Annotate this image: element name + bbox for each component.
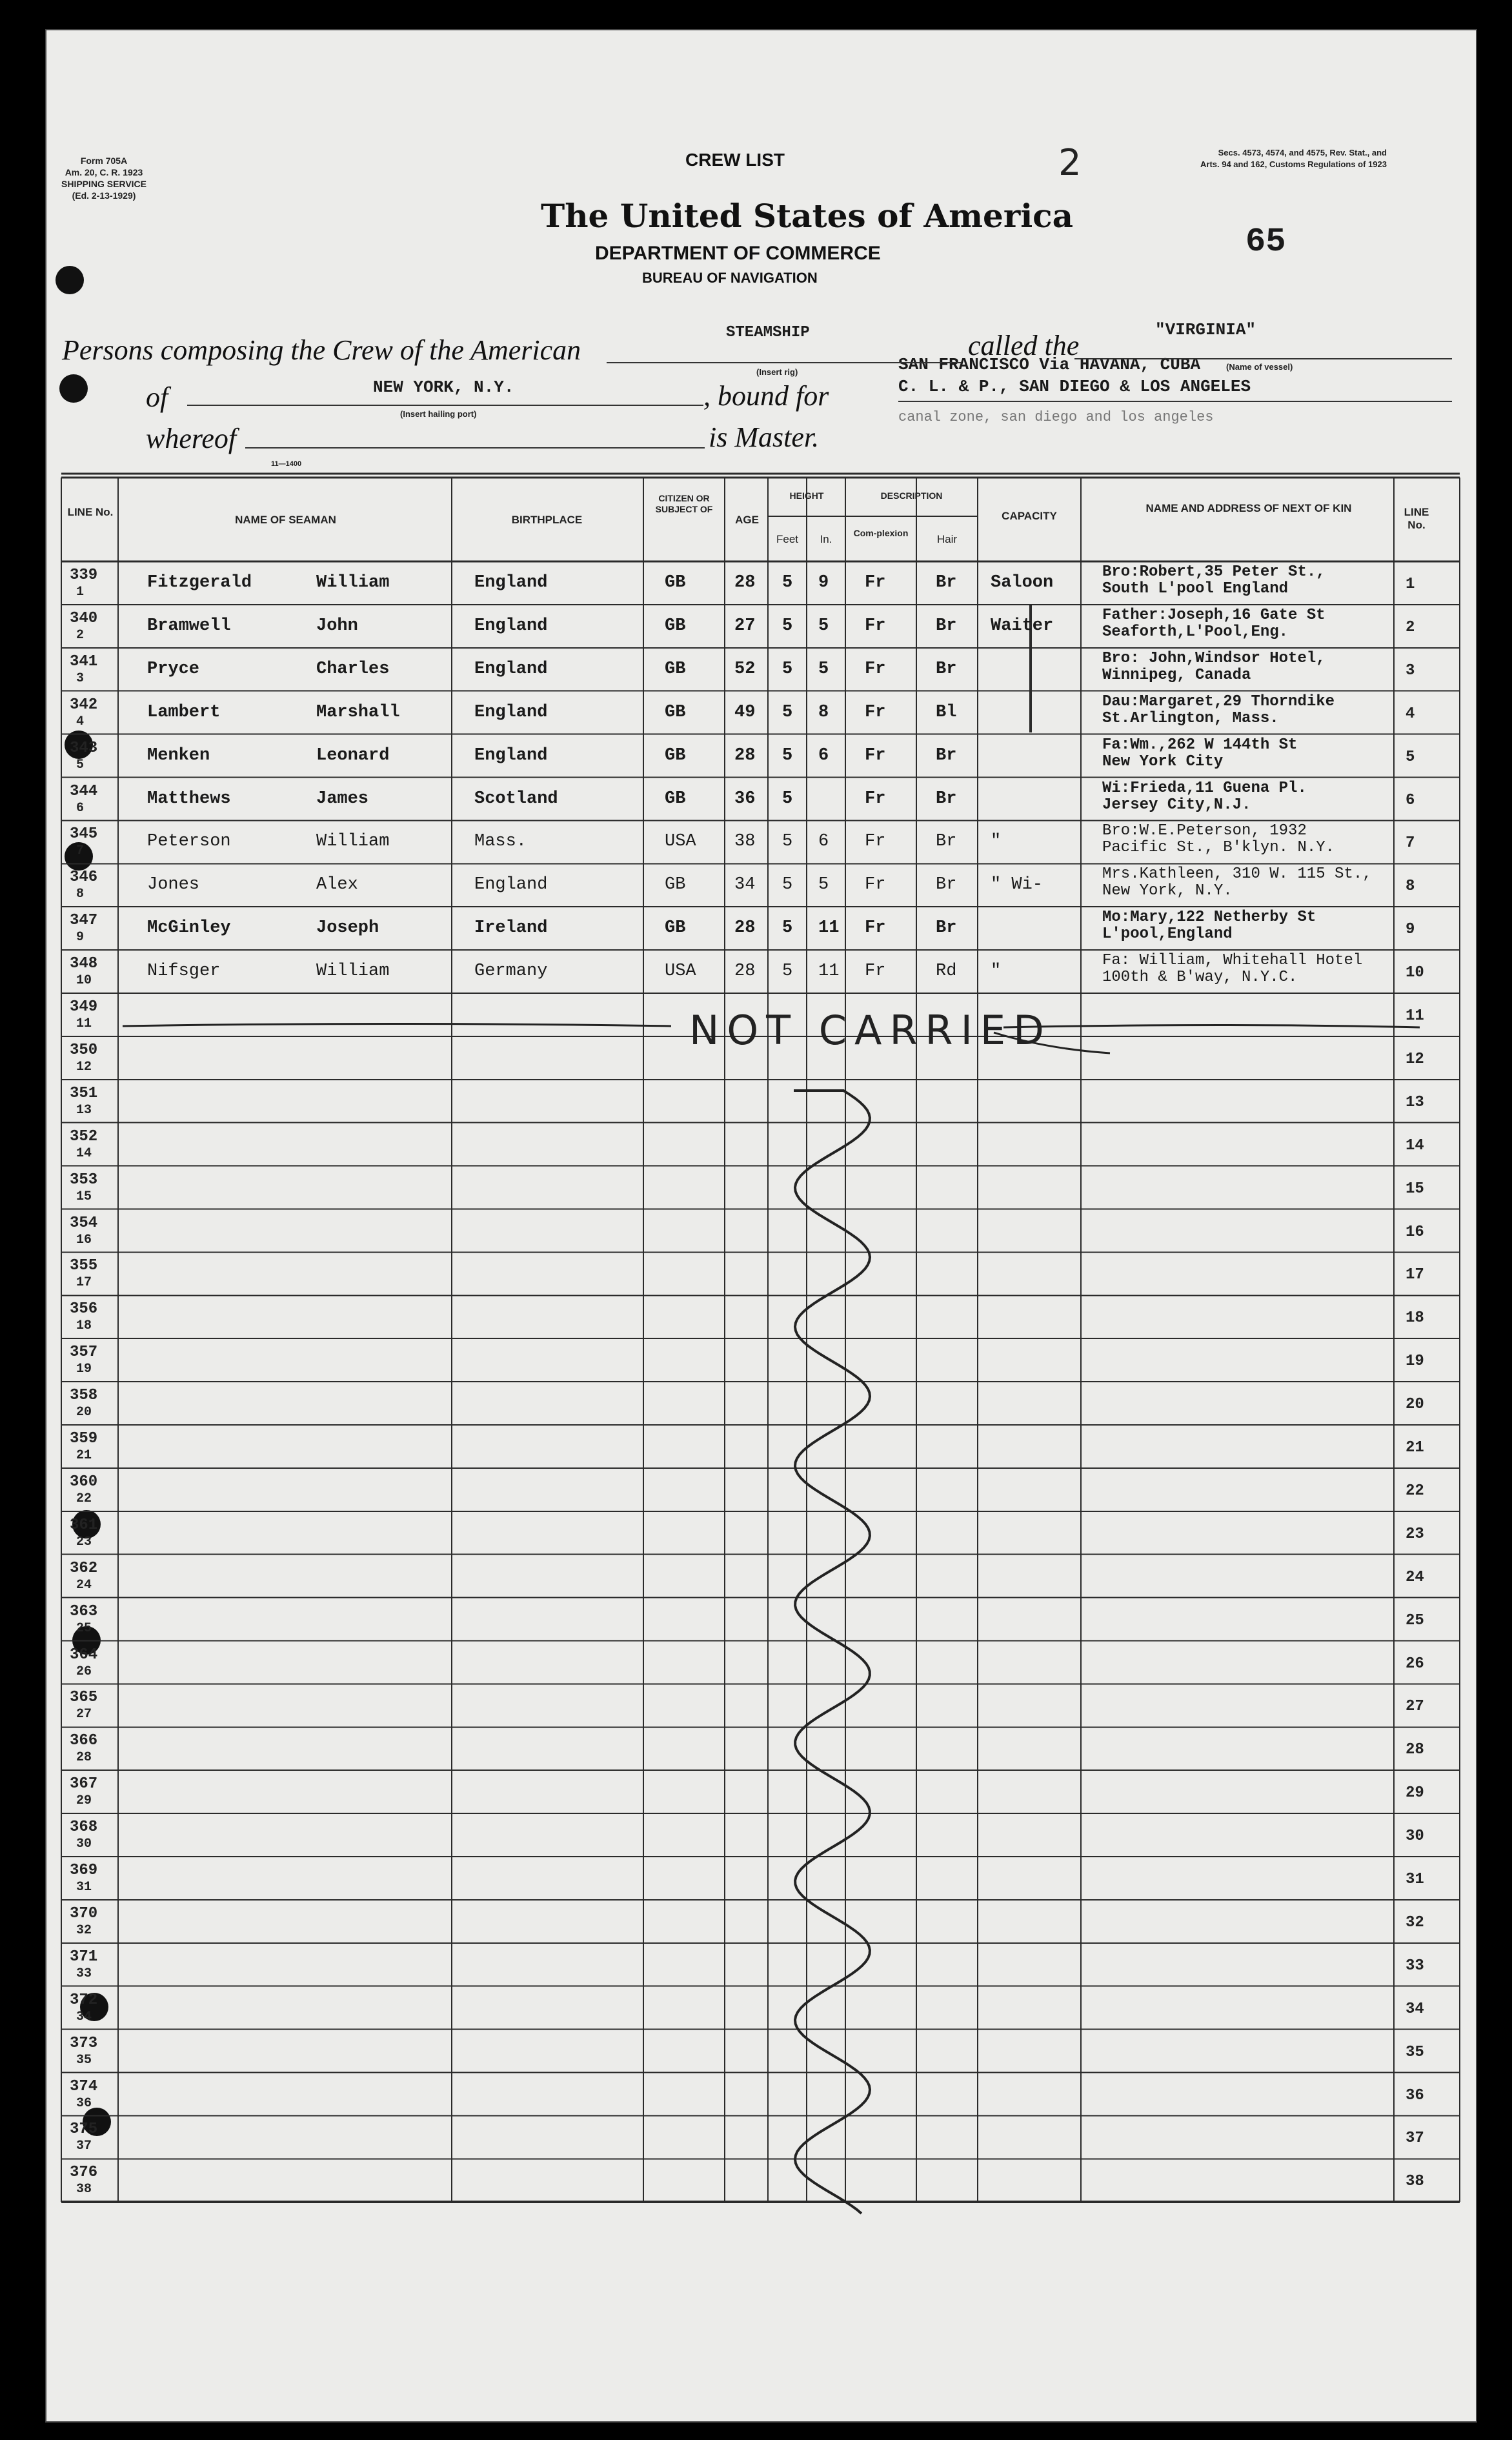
complexion-value: Fr bbox=[865, 962, 886, 982]
seaman-given-name: William bbox=[316, 832, 390, 852]
seaman-given-name: Marshall bbox=[316, 702, 400, 722]
col-inches: In. bbox=[820, 533, 832, 545]
citizen-value: GB bbox=[665, 745, 686, 765]
next-of-kin-value: Bro:Robert,35 Peter St., South L'pool England bbox=[1102, 563, 1326, 598]
row-line-number-right: 24 bbox=[1406, 1568, 1424, 1586]
birthplace-value: England bbox=[474, 659, 548, 679]
row-line-number: 15 bbox=[76, 1189, 92, 1204]
capacity-value: " bbox=[991, 832, 1002, 852]
row-line-number: 31 bbox=[76, 1880, 92, 1895]
height-inches-value: 6 bbox=[818, 745, 829, 765]
row-line-number-right: 29 bbox=[1406, 1784, 1424, 1802]
seaman-surname: Bramwell bbox=[147, 616, 231, 636]
row-serial-number: 367 bbox=[70, 1775, 98, 1793]
row-serial-number: 362 bbox=[70, 1559, 98, 1577]
capacity-value: " bbox=[991, 962, 1002, 982]
seaman-surname: McGinley bbox=[147, 918, 231, 938]
seaman-given-name: Alex bbox=[316, 875, 358, 895]
row-serial-number: 361 bbox=[70, 1516, 98, 1534]
complexion-value: Fr bbox=[865, 918, 886, 938]
row-line-number-right: 9 bbox=[1406, 921, 1415, 939]
handwritten-page-number: 2 bbox=[1058, 142, 1082, 184]
col-age: AGE bbox=[735, 514, 759, 526]
rig-caption: (Insert rig) bbox=[756, 367, 798, 377]
home-port-caption: (Insert hailing port) bbox=[400, 409, 477, 419]
birthplace-value: England bbox=[474, 745, 548, 765]
row-serial-number: 363 bbox=[70, 1602, 98, 1620]
row-line-number: 3 bbox=[76, 670, 85, 686]
regulation-reference: Secs. 4573, 4574, and 4575, Rev. Stat., and Arts. 94 and 162, Customs Regulations of 1923 bbox=[1200, 148, 1387, 169]
next-of-kin-value: Father:Joseph,16 Gate St Seaforth,L'Pool,Eng. bbox=[1102, 606, 1326, 641]
seaman-surname: Peterson bbox=[147, 832, 231, 852]
age-value: 36 bbox=[734, 789, 756, 809]
birthplace-value: Scotland bbox=[474, 789, 558, 809]
complexion-value: Fr bbox=[865, 573, 886, 592]
row-line-number: 38 bbox=[76, 2182, 92, 2197]
row-serial-number: 339 bbox=[70, 567, 98, 584]
age-value: 52 bbox=[734, 659, 756, 679]
row-line-number-right: 31 bbox=[1406, 1871, 1424, 1888]
crew-list-title: CREW LIST bbox=[685, 150, 785, 170]
row-serial-number: 358 bbox=[70, 1387, 98, 1405]
row-serial-number: 344 bbox=[70, 782, 98, 800]
row-serial-number: 374 bbox=[70, 2077, 98, 2095]
row-line-number-right: 10 bbox=[1406, 964, 1424, 982]
row-line-number-right: 30 bbox=[1406, 1828, 1424, 1846]
destination-line-1: SAN FRANCISCO Via HAVANA, CUBA bbox=[898, 355, 1201, 374]
row-line-number: 5 bbox=[76, 757, 85, 772]
birthplace-value: England bbox=[474, 875, 548, 895]
row-line-number: 13 bbox=[76, 1102, 92, 1118]
capacity-value: Waiter bbox=[991, 616, 1054, 636]
row-serial-number: 351 bbox=[70, 1084, 98, 1102]
of-label: of bbox=[146, 381, 168, 413]
row-line-number-right: 34 bbox=[1406, 2000, 1424, 2018]
height-feet-value: 5 bbox=[782, 702, 793, 722]
bureau-name: BUREAU OF NAVIGATION bbox=[642, 270, 818, 286]
height-inches-value: 8 bbox=[818, 702, 829, 722]
row-serial-number: 366 bbox=[70, 1732, 98, 1750]
seaman-surname: Fitzgerald bbox=[147, 573, 252, 592]
age-value: 27 bbox=[734, 616, 756, 636]
next-of-kin-value: Fa: William, Whitehall Hotel 100th & B'way, N.Y.C. bbox=[1102, 952, 1363, 987]
row-line-number-right: 36 bbox=[1406, 2086, 1424, 2104]
col-height: HEIGHT bbox=[789, 490, 824, 501]
citizen-value: USA bbox=[665, 832, 696, 852]
citizen-value: GB bbox=[665, 616, 686, 636]
age-value: 28 bbox=[734, 962, 756, 982]
destination-line-3: canal zone, san diego and los angeles bbox=[898, 409, 1214, 425]
department-name: DEPARTMENT OF COMMERCE bbox=[595, 243, 881, 264]
row-line-number-right: 5 bbox=[1406, 748, 1415, 766]
seaman-given-name: Charles bbox=[316, 659, 390, 679]
col-citizen: CITIZEN OR SUBJECT OF bbox=[655, 493, 713, 514]
seaman-given-name: John bbox=[316, 616, 358, 636]
row-line-number: 8 bbox=[76, 887, 85, 902]
seaman-surname: Jones bbox=[147, 875, 200, 895]
birthplace-value: England bbox=[474, 616, 548, 636]
seaman-surname: Matthews bbox=[147, 789, 231, 809]
row-line-number: 7 bbox=[76, 843, 85, 859]
row-line-number-right: 33 bbox=[1406, 1957, 1424, 1975]
seaman-given-name: Joseph bbox=[316, 918, 379, 938]
row-line-number-right: 7 bbox=[1406, 834, 1415, 852]
printer-mark: 11—1400 bbox=[271, 460, 302, 468]
row-line-number-right: 22 bbox=[1406, 1482, 1424, 1500]
row-line-number-right: 14 bbox=[1406, 1136, 1424, 1154]
row-line-number-right: 8 bbox=[1406, 878, 1415, 896]
row-line-number: 12 bbox=[76, 1059, 92, 1074]
birthplace-value: Ireland bbox=[474, 918, 548, 938]
complexion-value: Fr bbox=[865, 616, 886, 636]
row-line-number: 2 bbox=[76, 627, 85, 643]
crew-line-label: Persons composing the Crew of the American bbox=[62, 334, 581, 366]
row-line-number-right: 1 bbox=[1406, 576, 1415, 593]
height-inches-value: 5 bbox=[818, 616, 829, 636]
hair-value: Rd bbox=[936, 962, 957, 982]
height-feet-value: 5 bbox=[782, 832, 793, 852]
row-serial-number: 365 bbox=[70, 1689, 98, 1707]
hair-value: Br bbox=[936, 789, 957, 809]
birthplace-value: England bbox=[474, 702, 548, 722]
row-serial-number: 352 bbox=[70, 1127, 98, 1145]
birthplace-value: Germany bbox=[474, 962, 548, 982]
height-inches-value: 11 bbox=[818, 962, 840, 982]
next-of-kin-value: Dau:Margaret,29 Thorndike St.Arlington, Mass. bbox=[1102, 692, 1335, 727]
citizen-value: GB bbox=[665, 875, 686, 895]
age-value: 28 bbox=[734, 745, 756, 765]
birthplace-value: England bbox=[474, 573, 548, 592]
row-line-number: 20 bbox=[76, 1405, 92, 1420]
col-birthplace: BIRTHPLACE bbox=[511, 514, 583, 526]
height-feet-value: 5 bbox=[782, 789, 793, 809]
row-line-number: 26 bbox=[76, 1664, 92, 1679]
row-line-number-right: 11 bbox=[1406, 1007, 1424, 1025]
height-feet-value: 5 bbox=[782, 573, 793, 592]
height-feet-value: 5 bbox=[782, 962, 793, 982]
row-line-number-right: 2 bbox=[1406, 618, 1415, 636]
is-master-label: is Master. bbox=[709, 421, 820, 453]
citizen-value: GB bbox=[665, 789, 686, 809]
age-value: 34 bbox=[734, 875, 756, 895]
seaman-surname: Nifsger bbox=[147, 962, 221, 982]
age-value: 28 bbox=[734, 918, 756, 938]
row-serial-number: 368 bbox=[70, 1819, 98, 1837]
col-hair: Hair bbox=[936, 533, 958, 545]
seaman-surname: Lambert bbox=[147, 702, 221, 722]
destination-line-2: C. L. & P., SAN DIEGO & LOS ANGELES bbox=[898, 377, 1251, 396]
row-line-number: 37 bbox=[76, 2139, 92, 2154]
birthplace-value: Mass. bbox=[474, 832, 527, 852]
row-line-number-right: 19 bbox=[1406, 1353, 1424, 1371]
row-serial-number: 346 bbox=[70, 869, 98, 887]
complexion-value: Fr bbox=[865, 875, 886, 895]
row-line-number-right: 15 bbox=[1406, 1180, 1424, 1198]
next-of-kin-value: Mo:Mary,122 Netherby St L'pool,England bbox=[1102, 909, 1316, 943]
col-capacity: CAPACITY bbox=[1002, 510, 1057, 522]
row-serial-number: 348 bbox=[70, 955, 98, 973]
row-line-number-right: 12 bbox=[1406, 1050, 1424, 1068]
vessel-caption: (Name of vessel) bbox=[1226, 362, 1293, 372]
sheet-number: 65 bbox=[1245, 223, 1286, 261]
citizen-value: GB bbox=[665, 918, 686, 938]
hair-value: Br bbox=[936, 745, 957, 765]
row-line-number-right: 25 bbox=[1406, 1611, 1424, 1629]
row-line-number: 29 bbox=[76, 1793, 92, 1809]
citizen-value: GB bbox=[665, 573, 686, 592]
height-feet-value: 5 bbox=[782, 616, 793, 636]
row-serial-number: 360 bbox=[70, 1473, 98, 1491]
row-line-number: 4 bbox=[76, 714, 85, 729]
seaman-surname: Pryce bbox=[147, 659, 200, 679]
hair-value: Br bbox=[936, 918, 957, 938]
row-line-number-right: 37 bbox=[1406, 2130, 1424, 2148]
seaman-given-name: William bbox=[316, 962, 390, 982]
hair-value: Br bbox=[936, 659, 957, 679]
row-line-number-right: 28 bbox=[1406, 1741, 1424, 1759]
row-serial-number: 364 bbox=[70, 1646, 98, 1664]
col-feet: Feet bbox=[776, 533, 799, 545]
row-line-number: 18 bbox=[76, 1318, 92, 1334]
form-id: Form 705A Am. 20, C. R. 1923 SHIPPING SERVICE (Ed. 2-13-1929) bbox=[61, 156, 147, 201]
row-line-number-right: 17 bbox=[1406, 1266, 1424, 1284]
age-value: 49 bbox=[734, 702, 756, 722]
next-of-kin-value: Fa:Wm.,262 W 144th St New York City bbox=[1102, 736, 1298, 771]
row-serial-number: 345 bbox=[70, 825, 98, 843]
row-line-number-right: 38 bbox=[1406, 2173, 1424, 2191]
row-line-number: 28 bbox=[76, 1750, 92, 1766]
row-line-number: 32 bbox=[76, 1922, 92, 1938]
row-line-number-right: 6 bbox=[1406, 791, 1415, 809]
row-serial-number: 353 bbox=[70, 1171, 98, 1189]
row-line-number-right: 18 bbox=[1406, 1309, 1424, 1327]
row-line-number: 10 bbox=[76, 973, 92, 989]
height-feet-value: 5 bbox=[782, 875, 793, 895]
row-line-number-right: 23 bbox=[1406, 1525, 1424, 1543]
citizen-value: GB bbox=[665, 702, 686, 722]
row-line-number: 30 bbox=[76, 1837, 92, 1852]
bound-for-label: , bound for bbox=[703, 380, 829, 412]
row-serial-number: 375 bbox=[70, 2121, 98, 2139]
seaman-given-name: James bbox=[316, 789, 369, 809]
hair-value: Bl bbox=[936, 702, 957, 722]
row-serial-number: 371 bbox=[70, 1948, 98, 1966]
not-carried-annotation: NOT CARRIED bbox=[689, 1007, 1052, 1054]
row-line-number: 24 bbox=[76, 1577, 92, 1593]
age-value: 38 bbox=[734, 832, 756, 852]
row-line-number: 19 bbox=[76, 1362, 92, 1377]
next-of-kin-value: Mrs.Kathleen, 310 W. 115 St., New York, N.Y. bbox=[1102, 865, 1372, 900]
row-line-number: 36 bbox=[76, 2095, 92, 2111]
home-port: NEW YORK, N.Y. bbox=[373, 378, 514, 397]
row-line-number-right: 35 bbox=[1406, 2043, 1424, 2061]
col-next-of-kin: NAME AND ADDRESS OF NEXT OF KIN bbox=[1145, 502, 1352, 514]
row-line-number: 16 bbox=[76, 1232, 92, 1247]
hair-value: Br bbox=[936, 832, 957, 852]
row-serial-number: 373 bbox=[70, 2034, 98, 2052]
row-serial-number: 376 bbox=[70, 2164, 98, 2182]
row-serial-number: 370 bbox=[70, 1904, 98, 1922]
called-the-label: called the bbox=[968, 330, 1080, 361]
col-name: NAME OF SEAMAN bbox=[235, 514, 336, 526]
row-serial-number: 343 bbox=[70, 739, 98, 757]
seaman-surname: Menken bbox=[147, 745, 210, 765]
row-serial-number: 359 bbox=[70, 1430, 98, 1447]
row-serial-number: 342 bbox=[70, 696, 98, 714]
row-serial-number: 340 bbox=[70, 609, 98, 627]
col-line-no-right: LINE No. bbox=[1404, 506, 1429, 531]
height-feet-value: 5 bbox=[782, 745, 793, 765]
row-line-number-right: 16 bbox=[1406, 1223, 1424, 1241]
row-serial-number: 341 bbox=[70, 652, 98, 670]
void-squiggle-line bbox=[794, 1091, 870, 2213]
next-of-kin-value: Bro: John,Windsor Hotel, Winnipeg, Canada bbox=[1102, 649, 1326, 684]
row-serial-number: 369 bbox=[70, 1862, 98, 1879]
height-inches-value: 5 bbox=[818, 659, 829, 679]
capacity-value: Saloon bbox=[991, 573, 1054, 592]
nation-title: The United States of America bbox=[541, 197, 1074, 235]
row-line-number: 11 bbox=[76, 1016, 92, 1031]
height-feet-value: 5 bbox=[782, 659, 793, 679]
hair-value: Br bbox=[936, 875, 957, 895]
row-serial-number: 372 bbox=[70, 1991, 98, 2009]
row-line-number-right: 13 bbox=[1406, 1093, 1424, 1111]
col-complexion: Com-plexion bbox=[853, 528, 909, 538]
next-of-kin-value: Wi:Frieda,11 Guena Pl. Jersey City,N.J. bbox=[1102, 779, 1307, 814]
row-line-number: 23 bbox=[76, 1534, 92, 1549]
col-line-no: LINE No. bbox=[67, 506, 114, 518]
row-line-number-right: 4 bbox=[1406, 705, 1415, 723]
citizen-value: USA bbox=[665, 962, 696, 982]
row-line-number-right: 20 bbox=[1406, 1396, 1424, 1414]
hair-value: Br bbox=[936, 573, 957, 592]
complexion-value: Fr bbox=[865, 659, 886, 679]
row-line-number: 35 bbox=[76, 2052, 92, 2068]
row-serial-number: 349 bbox=[70, 998, 98, 1016]
row-line-number-right: 32 bbox=[1406, 1913, 1424, 1931]
row-line-number: 6 bbox=[76, 800, 85, 816]
row-line-number: 14 bbox=[76, 1145, 92, 1161]
row-serial-number: 355 bbox=[70, 1257, 98, 1275]
height-inches-value: 11 bbox=[818, 918, 840, 938]
citizen-value: GB bbox=[665, 659, 686, 679]
capacity-value: " Wi- bbox=[991, 875, 1043, 895]
height-inches-value: 6 bbox=[818, 832, 829, 852]
height-inches-value: 9 bbox=[818, 573, 829, 592]
row-serial-number: 350 bbox=[70, 1041, 98, 1059]
seaman-given-name: William bbox=[316, 573, 390, 592]
height-inches-value: 5 bbox=[818, 875, 829, 895]
rig-value: STEAMSHIP bbox=[726, 324, 810, 341]
row-serial-number: 357 bbox=[70, 1344, 98, 1362]
row-line-number: 1 bbox=[76, 585, 85, 600]
row-line-number: 9 bbox=[76, 930, 85, 945]
row-line-number: 33 bbox=[76, 1966, 92, 1981]
row-line-number-right: 27 bbox=[1406, 1698, 1424, 1716]
height-feet-value: 5 bbox=[782, 918, 793, 938]
complexion-value: Fr bbox=[865, 745, 886, 765]
age-value: 28 bbox=[734, 573, 756, 592]
complexion-value: Fr bbox=[865, 789, 886, 809]
row-line-number: 17 bbox=[76, 1275, 92, 1291]
row-serial-number: 347 bbox=[70, 912, 98, 930]
row-line-number: 27 bbox=[76, 1707, 92, 1722]
row-line-number: 25 bbox=[76, 1620, 92, 1636]
row-line-number: 22 bbox=[76, 1491, 92, 1506]
seaman-given-name: Leonard bbox=[316, 745, 390, 765]
col-description: DESCRIPTION bbox=[880, 490, 943, 501]
whereof-label: whereof bbox=[146, 423, 237, 454]
row-serial-number: 356 bbox=[70, 1300, 98, 1318]
row-line-number-right: 21 bbox=[1406, 1439, 1424, 1457]
complexion-value: Fr bbox=[865, 832, 886, 852]
complexion-value: Fr bbox=[865, 702, 886, 722]
row-line-number: 34 bbox=[76, 2009, 92, 2024]
vessel-name: "VIRGINIA" bbox=[1155, 320, 1256, 339]
row-line-number-right: 26 bbox=[1406, 1655, 1424, 1673]
row-line-number-right: 3 bbox=[1406, 661, 1415, 680]
row-line-number: 21 bbox=[76, 1448, 92, 1463]
row-serial-number: 354 bbox=[70, 1214, 98, 1232]
next-of-kin-value: Bro:W.E.Peterson, 1932 Pacific St., B'klyn. N.Y. bbox=[1102, 822, 1335, 857]
hair-value: Br bbox=[936, 616, 957, 636]
